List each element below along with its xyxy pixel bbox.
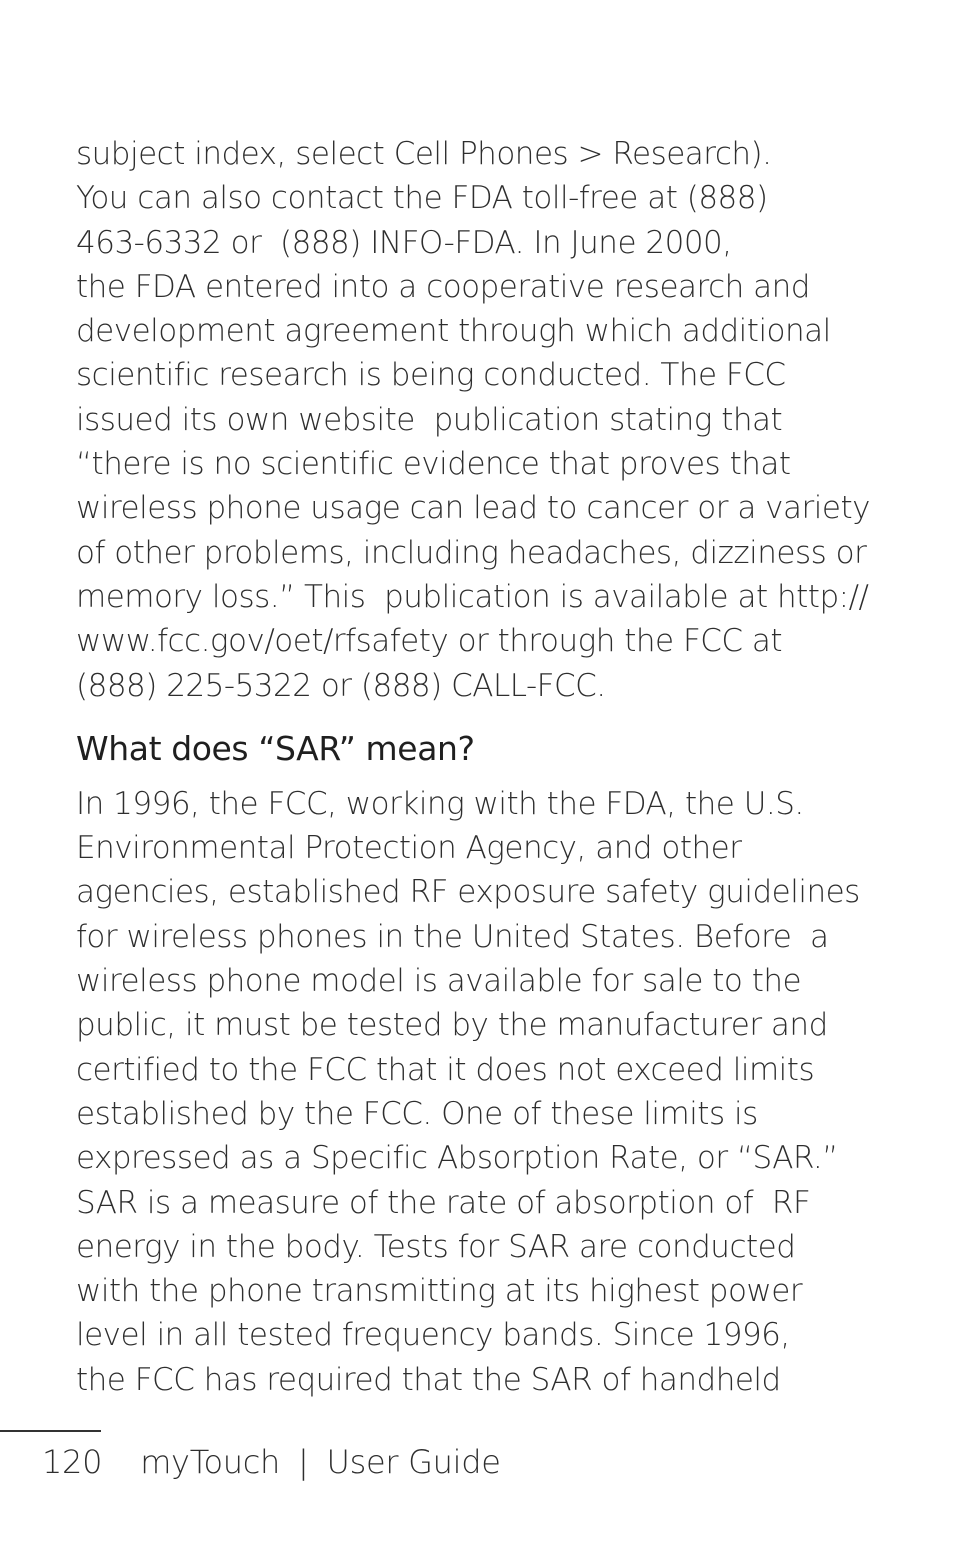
paragraph-line: wireless phone usage can lead to cancer or a variety bbox=[76, 490, 870, 527]
paragraph-line: level in all tested frequency bands. Since 1996, bbox=[76, 1317, 790, 1354]
paragraph-line: energy in the body. Tests for SAR are conducted bbox=[76, 1228, 796, 1265]
paragraph-line: Environmental Protection Agency, and other bbox=[76, 830, 742, 867]
footer-divider bbox=[0, 1430, 101, 1432]
page-body bbox=[76, 132, 876, 1402]
paragraph-line: scientific research is being conducted. The FCC bbox=[76, 357, 786, 394]
paragraph-line: certified to the FCC that it does not exceed limits bbox=[76, 1051, 815, 1088]
paragraph-line: You can also contact the FDA toll-free at (888) bbox=[76, 180, 768, 217]
paragraph-line: issued its own website publication stating that bbox=[76, 401, 783, 438]
sar-section-heading: What does “SAR” mean? bbox=[76, 728, 475, 768]
paragraph-line: subject index, select Cell Phones > Research). bbox=[76, 136, 772, 172]
sar-paragraph bbox=[76, 782, 876, 1402]
paragraph-line: memory loss.” This publication is available at http:// bbox=[76, 578, 869, 615]
paragraph-line: development agreement through which additional bbox=[76, 313, 831, 350]
footer-subtitle: User Guide bbox=[326, 1443, 501, 1481]
paragraph-line: established by the FCC. One of these limits is bbox=[76, 1095, 758, 1132]
paragraph-line: the FDA entered into a cooperative research and bbox=[76, 268, 810, 305]
paragraph-line: 463-6332 or (888) INFO-FDA. In June 2000, bbox=[76, 224, 732, 261]
paragraph-line: wireless phone model is available for sale to the bbox=[76, 963, 802, 1000]
paragraph-line: (888) 225-5322 or (888) CALL-FCC. bbox=[76, 667, 606, 704]
footer-separator: | bbox=[298, 1443, 309, 1481]
paragraph-line: of other problems, including headaches, dizziness or bbox=[76, 534, 867, 571]
paragraph-line: “there is no scientific evidence that proves that bbox=[76, 446, 791, 483]
paragraph-line: SAR is a measure of the rate of absorption of RF bbox=[76, 1184, 811, 1221]
paragraph-line: for wireless phones in the United States. Before a bbox=[76, 918, 829, 955]
paragraph-line: expressed as a Specific Absorption Rate, or “SAR.” bbox=[76, 1140, 838, 1177]
paragraph-line: www.fcc.gov/oet/rfsafety or through the FCC at bbox=[76, 623, 783, 660]
paragraph-line: agencies, established RF exposure safety guidelines bbox=[76, 874, 860, 911]
paragraph-line: the FCC has required that the SAR of handheld bbox=[76, 1361, 781, 1398]
paragraph-line: In 1996, the FCC, working with the FDA, the U.S. bbox=[76, 785, 804, 822]
page-number: 120 bbox=[42, 1443, 103, 1481]
fda-contact-paragraph bbox=[76, 132, 876, 708]
paragraph-line: public, it must be tested by the manufacturer and bbox=[76, 1007, 828, 1044]
page-footer bbox=[42, 1440, 501, 1484]
footer-title: myTouch bbox=[140, 1443, 281, 1481]
paragraph-line: with the phone transmitting at its highest power bbox=[76, 1273, 803, 1310]
